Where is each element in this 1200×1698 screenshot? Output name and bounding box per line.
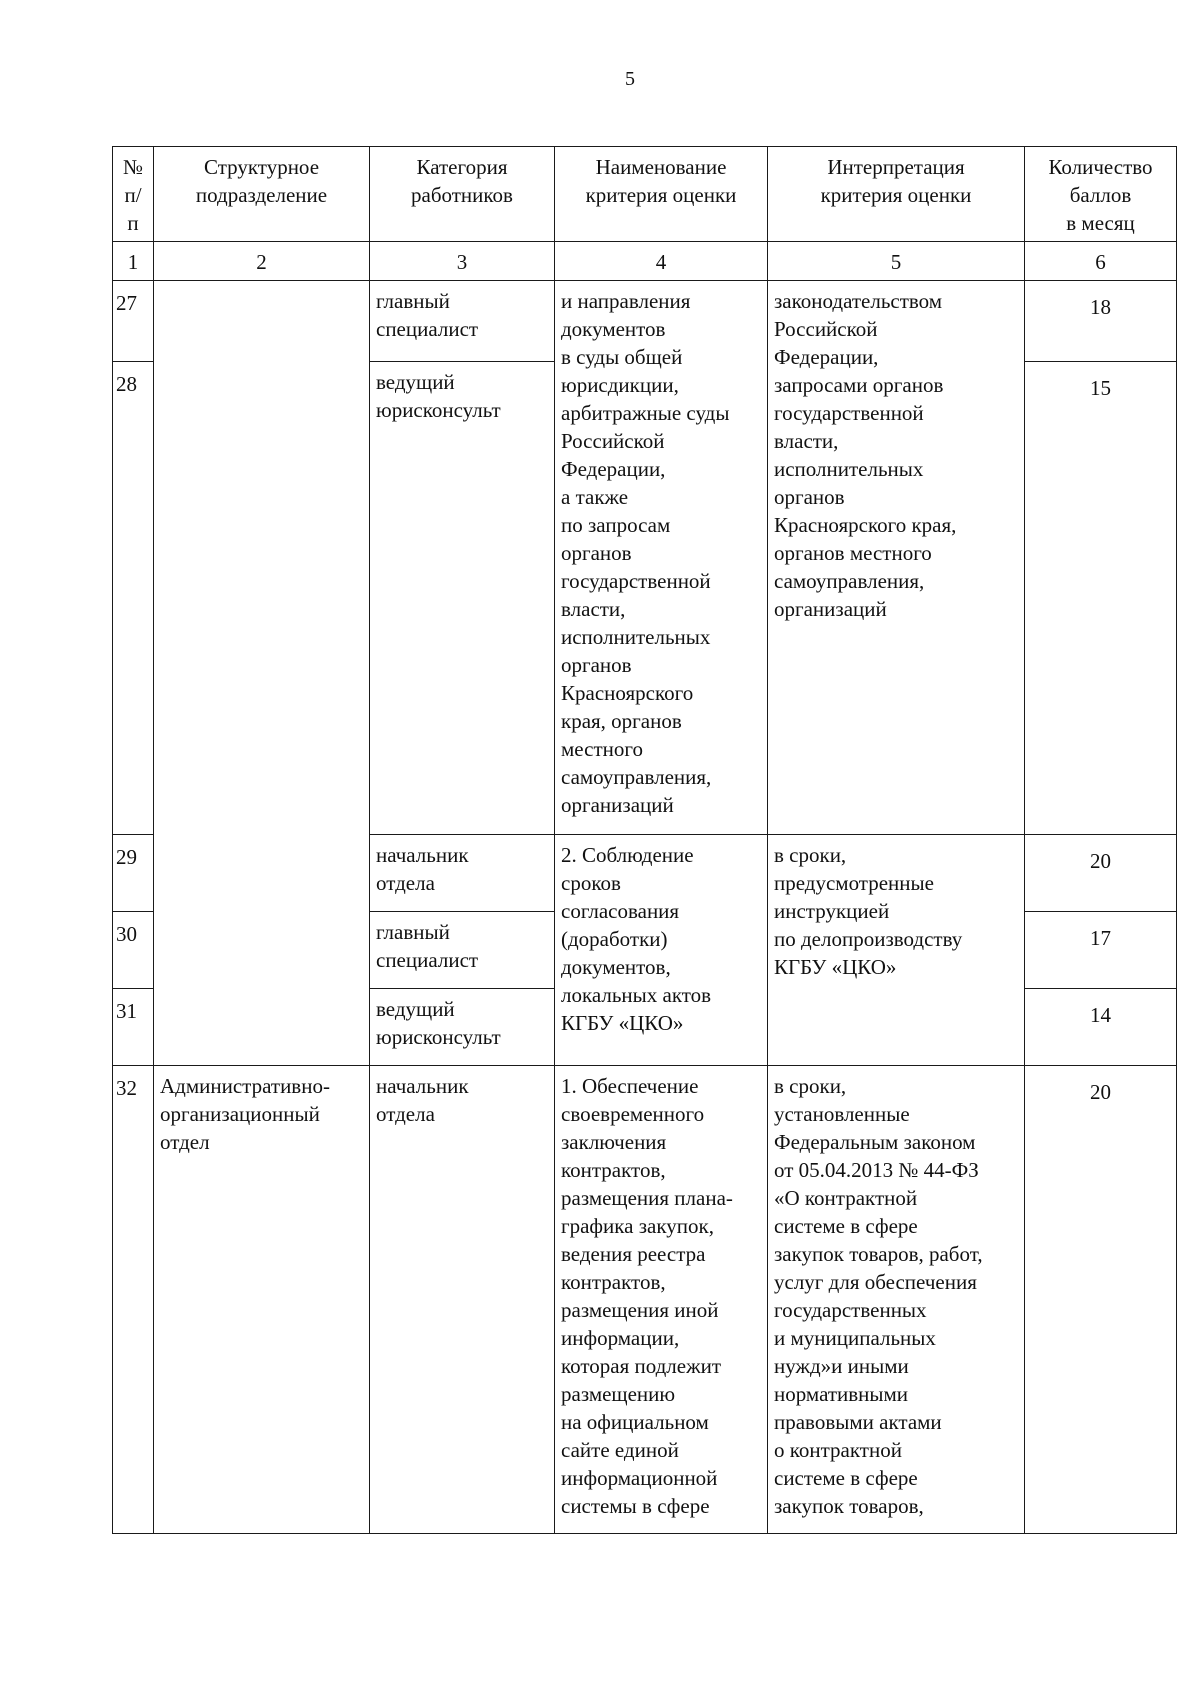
header-criterion: Наименование критерия оценки	[555, 147, 768, 242]
header-num: № п/ п	[113, 147, 154, 242]
category-cell: ведущий юрисконсульт	[370, 989, 555, 1066]
row-number: 27	[113, 281, 154, 362]
table-header-row	[113, 147, 1177, 242]
points-cell: 14	[1025, 989, 1177, 1066]
points-cell: 18	[1025, 281, 1177, 362]
row-number: 30	[113, 912, 154, 989]
interpretation-cell: в сроки, установленные Федеральным законом от 05.04.2013 № 44-ФЗ «О контрактной системе в сфере закупок товаров, работ, услуг для обеспечения государственных и муниципальных нужд»и иными нормативными правовыми актами о контрактной системе в сфере закупок товаров,	[768, 1066, 1025, 1534]
table-row	[113, 281, 1177, 362]
row-number: 29	[113, 835, 154, 912]
column-number: 3	[370, 242, 555, 281]
column-number-row	[113, 242, 1177, 281]
points-cell: 20	[1025, 835, 1177, 912]
unit-cell-empty	[154, 281, 370, 1066]
interpretation-cell: законодательством Российской Федерации, запросами органов государственной власти, исполнительных органов Красноярского края, органов местного самоуправления, организаций	[768, 281, 1025, 835]
table-row	[113, 1066, 1177, 1534]
header-unit: Структурное подразделение	[154, 147, 370, 242]
row-number: 32	[113, 1066, 154, 1534]
page-number: 5	[625, 68, 635, 90]
criterion-cell: и направления документов в суды общей юрисдикции, арбитражные суды Российской Федерации, а также по запросам органов государственной власти, исполнительных органов Красноярского края, органов местного самоуправления, организаций	[555, 281, 768, 835]
interpretation-cell: в сроки, предусмотренные инструкцией по делопроизводству КГБУ «ЦКО»	[768, 835, 1025, 1066]
criteria-table	[112, 146, 1177, 1534]
criterion-cell: 2. Соблюдение сроков согласования (доработки) документов, локальных актов КГБУ «ЦКО»	[555, 835, 768, 1066]
category-cell: ведущий юрисконсульт	[370, 362, 555, 835]
category-cell: начальник отдела	[370, 1066, 555, 1534]
column-number: 6	[1025, 242, 1177, 281]
row-number: 28	[113, 362, 154, 835]
column-number: 5	[768, 242, 1025, 281]
unit-cell: Административно- организационный отдел	[154, 1066, 370, 1534]
column-number: 4	[555, 242, 768, 281]
header-category: Категория работников	[370, 147, 555, 242]
points-cell: 15	[1025, 362, 1177, 835]
column-number: 1	[113, 242, 154, 281]
header-interpretation: Интерпретация критерия оценки	[768, 147, 1025, 242]
header-points: Количество баллов в месяц	[1025, 147, 1177, 242]
category-cell: главный специалист	[370, 281, 555, 362]
row-number: 31	[113, 989, 154, 1066]
column-number: 2	[154, 242, 370, 281]
points-cell: 20	[1025, 1066, 1177, 1534]
category-cell: начальник отдела	[370, 835, 555, 912]
criterion-cell: 1. Обеспечение своевременного заключения контрактов, размещения плана- графика закупок, ведения реестра контрактов, размещения иной информации, которая подлежит размещению на официальном сайте единой информационной системы в сфере	[555, 1066, 768, 1534]
points-cell: 17	[1025, 912, 1177, 989]
category-cell: главный специалист	[370, 912, 555, 989]
